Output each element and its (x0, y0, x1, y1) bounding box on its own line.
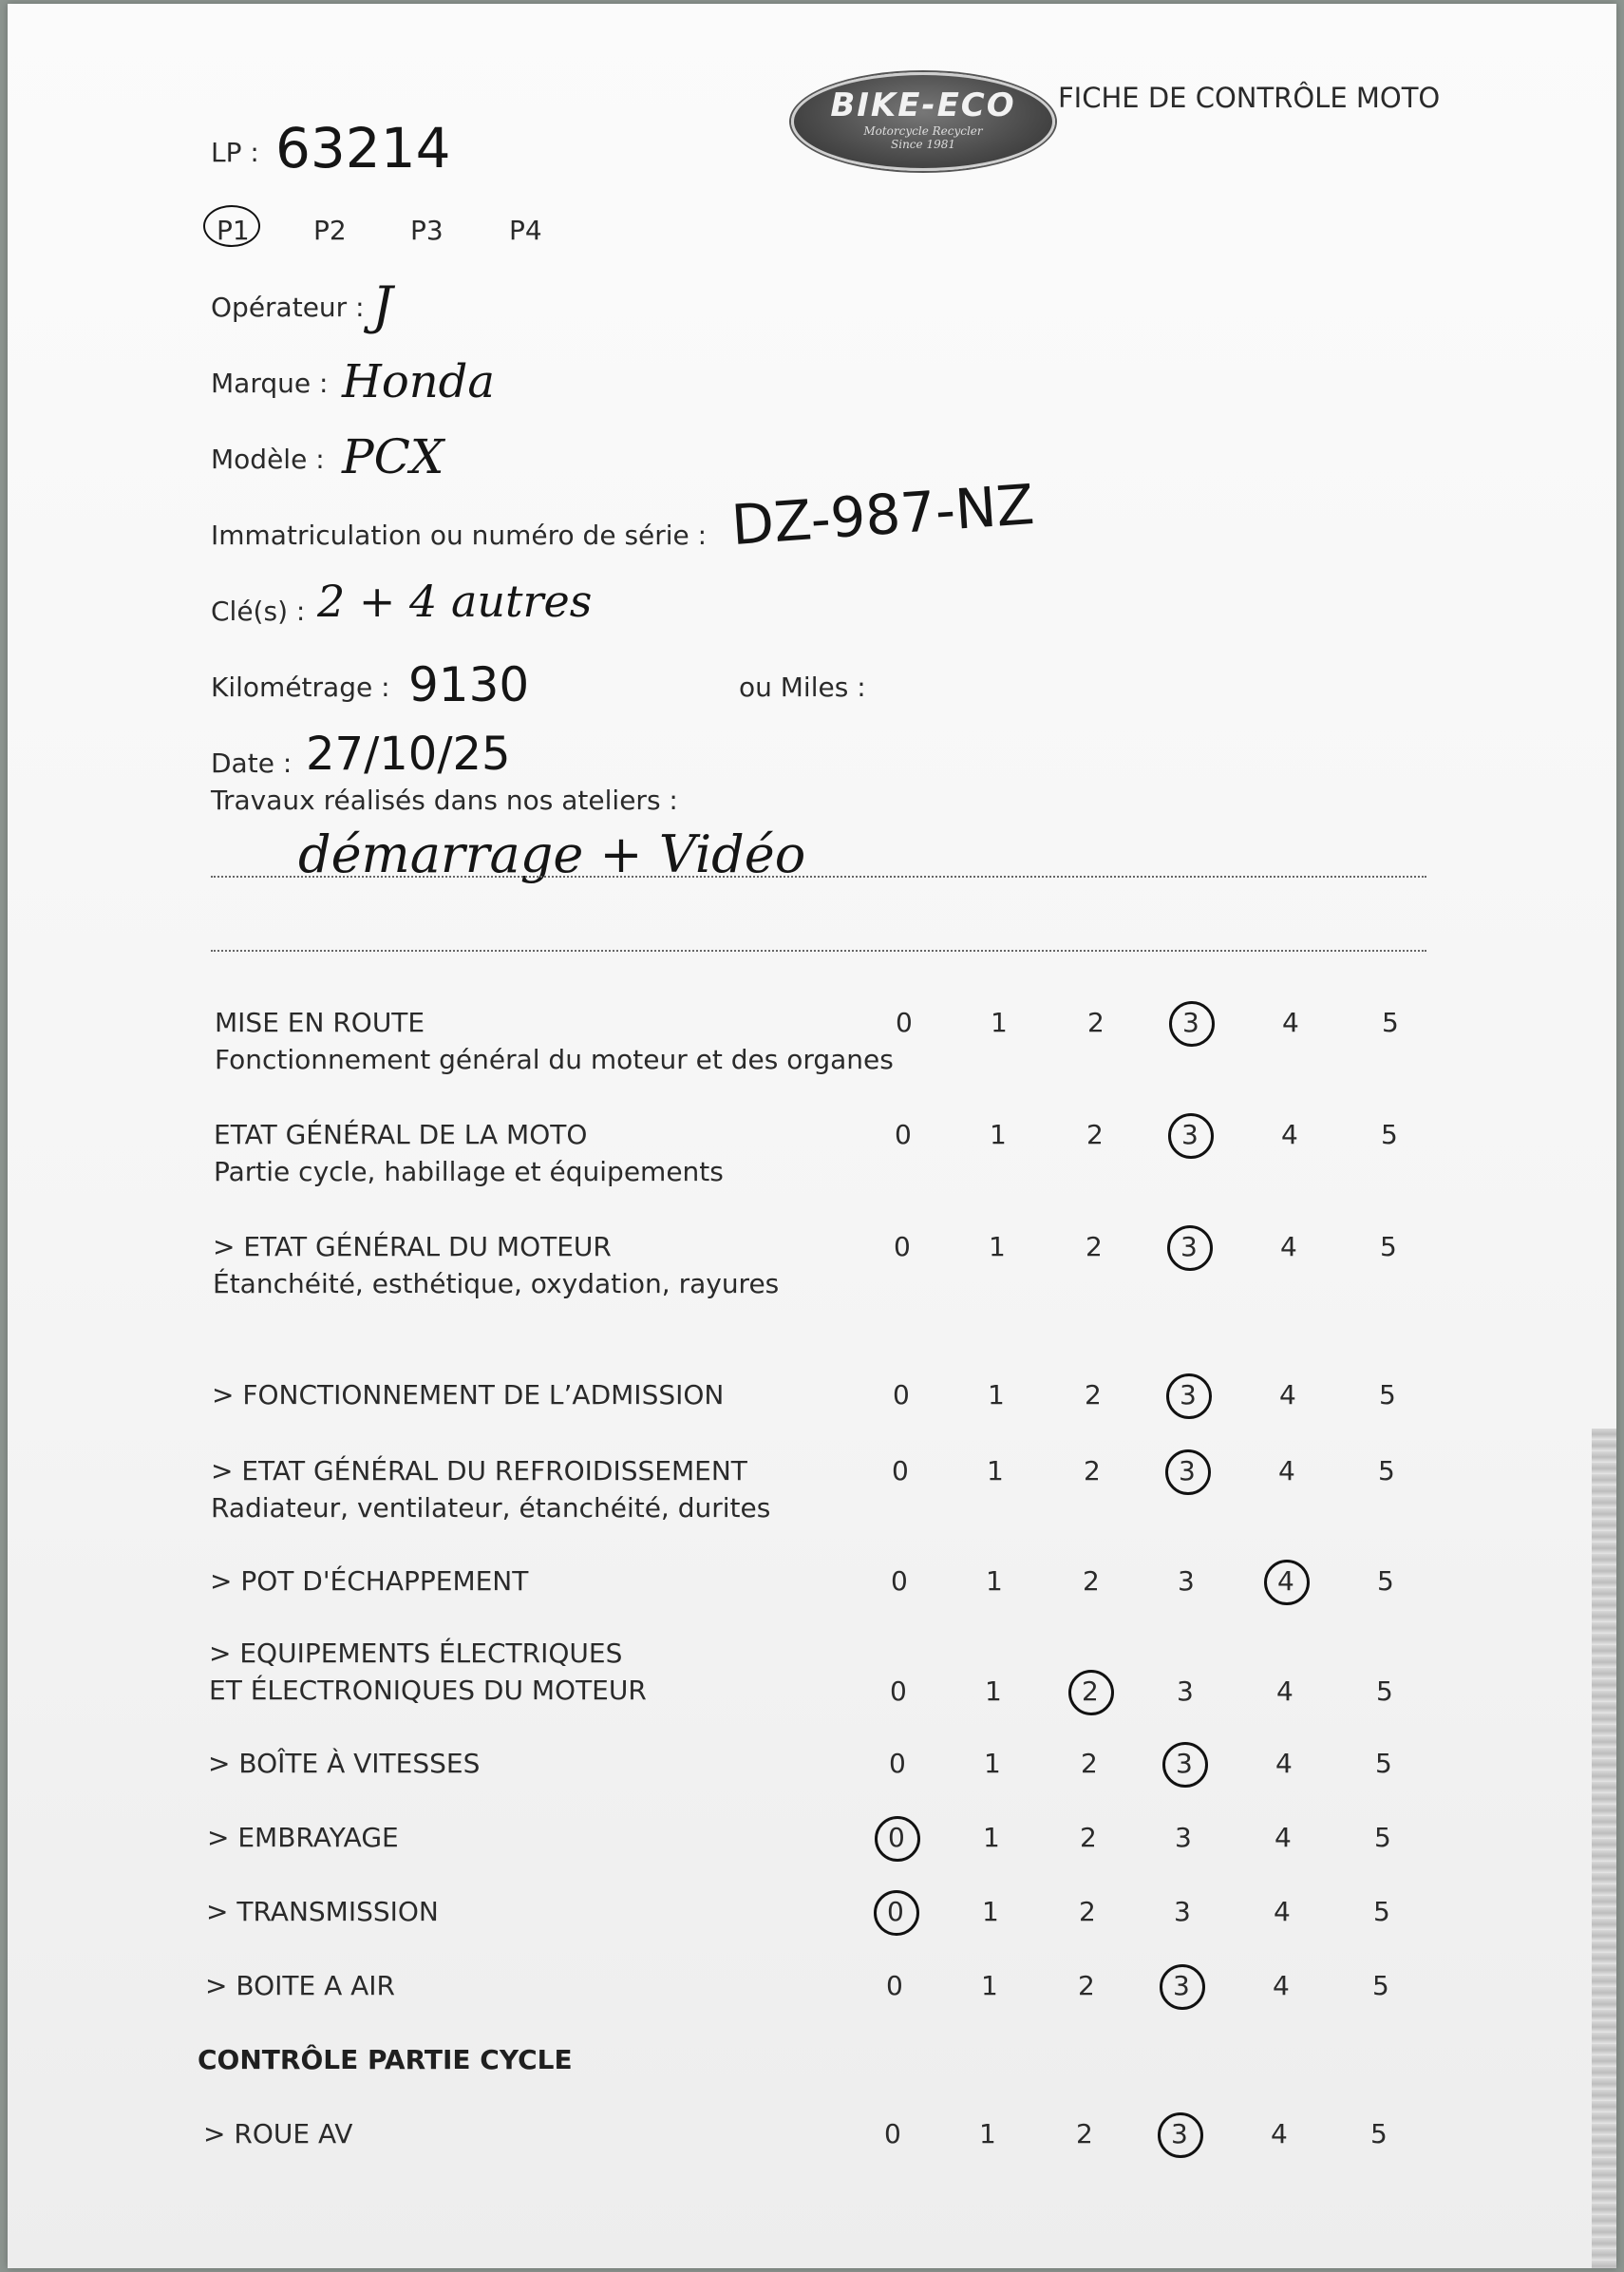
row-title: > POT D'ÉCHAPPEMENT (210, 1565, 529, 1597)
score-option-5[interactable]: 5 (1377, 1565, 1394, 1597)
row-title: > ETAT GÉNÉRAL DU MOTEUR (213, 1231, 612, 1262)
score-option-1[interactable]: 1 (991, 1007, 1008, 1038)
score-option-5[interactable]: 5 (1382, 1007, 1399, 1038)
lp-value[interactable]: 63214 (275, 116, 451, 180)
score-option-2[interactable]: 2 (1085, 1379, 1102, 1411)
bike-eco-logo (791, 72, 1055, 171)
km-value[interactable]: 9130 (408, 657, 530, 712)
score-option-2[interactable]: 2 (1083, 1565, 1100, 1597)
row-title: > ROUE AV (203, 2118, 353, 2149)
score-option-2[interactable]: 2 (1086, 1231, 1103, 1262)
row-subtitle: Radiateur, ventilateur, étanchéité, durites (211, 1492, 771, 1524)
selected-score-circle (1167, 1225, 1213, 1271)
score-option-4[interactable]: 4 (1273, 1970, 1290, 2001)
score-option-4[interactable]: 4 (1276, 1676, 1294, 1707)
score-option-3[interactable]: 3 (1171, 2118, 1188, 2149)
score-option-5[interactable]: 5 (1380, 1231, 1397, 1262)
score-option-1[interactable]: 1 (989, 1231, 1006, 1262)
score-option-5[interactable]: 5 (1374, 1822, 1391, 1853)
score-option-2[interactable]: 2 (1084, 1455, 1101, 1486)
score-option-4[interactable]: 4 (1278, 1455, 1295, 1486)
immat-label: Immatriculation ou numéro de série : (211, 520, 708, 551)
score-option-2[interactable]: 2 (1076, 2118, 1093, 2149)
position-p3[interactable]: P3 (410, 215, 444, 246)
score-option-3[interactable]: 3 (1181, 1119, 1199, 1150)
score-option-0[interactable]: 0 (886, 1970, 903, 2001)
score-option-5[interactable]: 5 (1373, 1896, 1390, 1927)
score-option-2[interactable]: 2 (1086, 1119, 1104, 1150)
selected-score-circle (1169, 1001, 1215, 1047)
score-option-3[interactable]: 3 (1180, 1379, 1197, 1411)
score-option-0[interactable]: 0 (894, 1231, 911, 1262)
plastic-sleeve-edge (1592, 1429, 1616, 2268)
lp-label: LP : (211, 137, 259, 168)
selected-score-circle (1166, 1373, 1212, 1419)
score-option-4[interactable]: 4 (1282, 1007, 1299, 1038)
score-option-4[interactable]: 4 (1279, 1379, 1296, 1411)
cles-label: Clé(s) : (211, 596, 306, 627)
logo-since: Since 1981 (891, 138, 955, 151)
row-subtitle: Partie cycle, habillage et équipements (214, 1156, 724, 1187)
operateur-label: Opérateur : (211, 292, 365, 323)
score-option-0[interactable]: 0 (893, 1379, 910, 1411)
score-option-0[interactable]: 0 (895, 1119, 912, 1150)
score-option-0[interactable]: 0 (887, 1896, 904, 1927)
score-option-2[interactable]: 2 (1078, 1970, 1095, 2001)
score-option-1[interactable]: 1 (986, 1565, 1003, 1597)
row-title: > EMBRAYAGE (207, 1822, 399, 1853)
score-option-1[interactable]: 1 (990, 1119, 1007, 1150)
row-title: > BOITE A AIR (205, 1970, 395, 2001)
score-option-4[interactable]: 4 (1277, 1565, 1294, 1597)
score-option-0[interactable]: 0 (888, 1822, 905, 1853)
score-option-0[interactable]: 0 (891, 1565, 908, 1597)
selected-score-circle (1264, 1560, 1310, 1605)
logo-text: BIKE-ECO (830, 86, 1016, 124)
score-option-5[interactable]: 5 (1375, 1748, 1392, 1779)
row-title: > ETAT GÉNÉRAL DU REFROIDISSEMENT (211, 1455, 747, 1486)
score-option-1[interactable]: 1 (988, 1379, 1005, 1411)
logo-subtitle: Motorcycle Recycler (863, 124, 983, 138)
score-option-1[interactable]: 1 (985, 1676, 1002, 1707)
score-option-5[interactable]: 5 (1381, 1119, 1398, 1150)
selected-score-circle (875, 1816, 920, 1862)
score-option-3[interactable]: 3 (1174, 1896, 1191, 1927)
marque-label: Marque : (211, 368, 329, 399)
position-p2[interactable]: P2 (313, 215, 347, 246)
modele-value[interactable]: PCX (342, 429, 444, 484)
score-option-3[interactable]: 3 (1173, 1970, 1190, 2001)
operateur-value[interactable]: J (372, 275, 393, 335)
date-label: Date : (211, 748, 293, 779)
cles-value[interactable]: 2 + 4 autres (317, 576, 593, 627)
score-option-3[interactable]: 3 (1178, 1565, 1195, 1597)
selected-score-circle (1160, 1964, 1205, 2010)
score-option-3[interactable]: 3 (1180, 1231, 1198, 1262)
score-option-0[interactable]: 0 (892, 1455, 909, 1486)
selected-score-circle (1168, 1113, 1214, 1159)
score-option-3[interactable]: 3 (1182, 1007, 1199, 1038)
score-option-5[interactable]: 5 (1378, 1455, 1395, 1486)
score-option-1[interactable]: 1 (979, 2118, 996, 2149)
score-option-3[interactable]: 3 (1176, 1748, 1193, 1779)
score-option-3[interactable]: 3 (1175, 1822, 1192, 1853)
travaux-label: Travaux réalisés dans nos ateliers : (211, 785, 678, 816)
score-option-0[interactable]: 0 (896, 1007, 913, 1038)
score-option-2[interactable]: 2 (1082, 1676, 1099, 1707)
score-option-5[interactable]: 5 (1379, 1379, 1396, 1411)
score-option-4[interactable]: 4 (1275, 1748, 1293, 1779)
score-option-4[interactable]: 4 (1274, 1896, 1291, 1927)
row-title: > EQUIPEMENTS ÉLECTRIQUES (209, 1638, 623, 1669)
selected-score-circle (1158, 2112, 1203, 2158)
score-option-5[interactable]: 5 (1376, 1676, 1393, 1707)
row-title: > TRANSMISSION (206, 1896, 439, 1927)
selected-score-circle (1162, 1742, 1208, 1788)
score-option-3[interactable]: 3 (1179, 1455, 1196, 1486)
km-label: Kilométrage : (211, 672, 390, 703)
row-subtitle: Étanchéité, esthétique, oxydation, rayures (213, 1268, 780, 1299)
travaux-line-1 (211, 876, 1426, 878)
score-option-0[interactable]: 0 (889, 1748, 906, 1779)
selected-score-circle (1068, 1670, 1114, 1715)
row-title: > FONCTIONNEMENT DE L’ADMISSION (212, 1379, 725, 1411)
score-option-1[interactable]: 1 (984, 1748, 1001, 1779)
marque-value[interactable]: Honda (342, 355, 496, 408)
row-subtitle: ET ÉLECTRONIQUES DU MOTEUR (209, 1675, 647, 1706)
sheet-title: FICHE DE CONTRÔLE MOTO (1058, 82, 1441, 114)
section-cycle-title: CONTRÔLE PARTIE CYCLE (198, 2044, 573, 2075)
score-option-2[interactable]: 2 (1081, 1748, 1098, 1779)
selected-score-circle (874, 1890, 919, 1936)
score-option-5[interactable]: 5 (1372, 1970, 1389, 2001)
row-title: MISE EN ROUTE (215, 1007, 425, 1038)
row-subtitle: Fonctionnement général du moteur et des organes (215, 1044, 894, 1075)
score-option-2[interactable]: 2 (1080, 1822, 1097, 1853)
control-sheet (8, 4, 1616, 2268)
score-option-4[interactable]: 4 (1275, 1822, 1292, 1853)
modele-label: Modèle : (211, 444, 325, 475)
travaux-line-2 (211, 950, 1426, 952)
date-value[interactable]: 27/10/25 (306, 728, 511, 781)
position-p4[interactable]: P4 (509, 215, 542, 246)
score-option-2[interactable]: 2 (1087, 1007, 1105, 1038)
position-p1[interactable]: P1 (217, 215, 250, 246)
score-option-1[interactable]: 1 (987, 1455, 1004, 1486)
score-option-1[interactable]: 1 (981, 1970, 998, 2001)
score-option-3[interactable]: 3 (1177, 1676, 1194, 1707)
score-option-4[interactable]: 4 (1281, 1119, 1298, 1150)
score-option-4[interactable]: 4 (1280, 1231, 1297, 1262)
selected-score-circle (1165, 1449, 1211, 1495)
travaux-value[interactable]: démarrage + Vidéo (298, 824, 806, 884)
score-option-1[interactable]: 1 (983, 1822, 1000, 1853)
miles-label: ou Miles : (739, 672, 866, 703)
row-title: > BOÎTE À VITESSES (208, 1748, 481, 1779)
score-option-5[interactable]: 5 (1370, 2118, 1388, 2149)
immat-value[interactable]: DZ-987-NZ (729, 471, 1037, 559)
score-option-1[interactable]: 1 (982, 1896, 999, 1927)
score-option-4[interactable]: 4 (1271, 2118, 1288, 2149)
score-option-0[interactable]: 0 (890, 1676, 907, 1707)
row-title: ETAT GÉNÉRAL DE LA MOTO (214, 1119, 588, 1150)
score-option-2[interactable]: 2 (1079, 1896, 1096, 1927)
score-option-0[interactable]: 0 (884, 2118, 901, 2149)
